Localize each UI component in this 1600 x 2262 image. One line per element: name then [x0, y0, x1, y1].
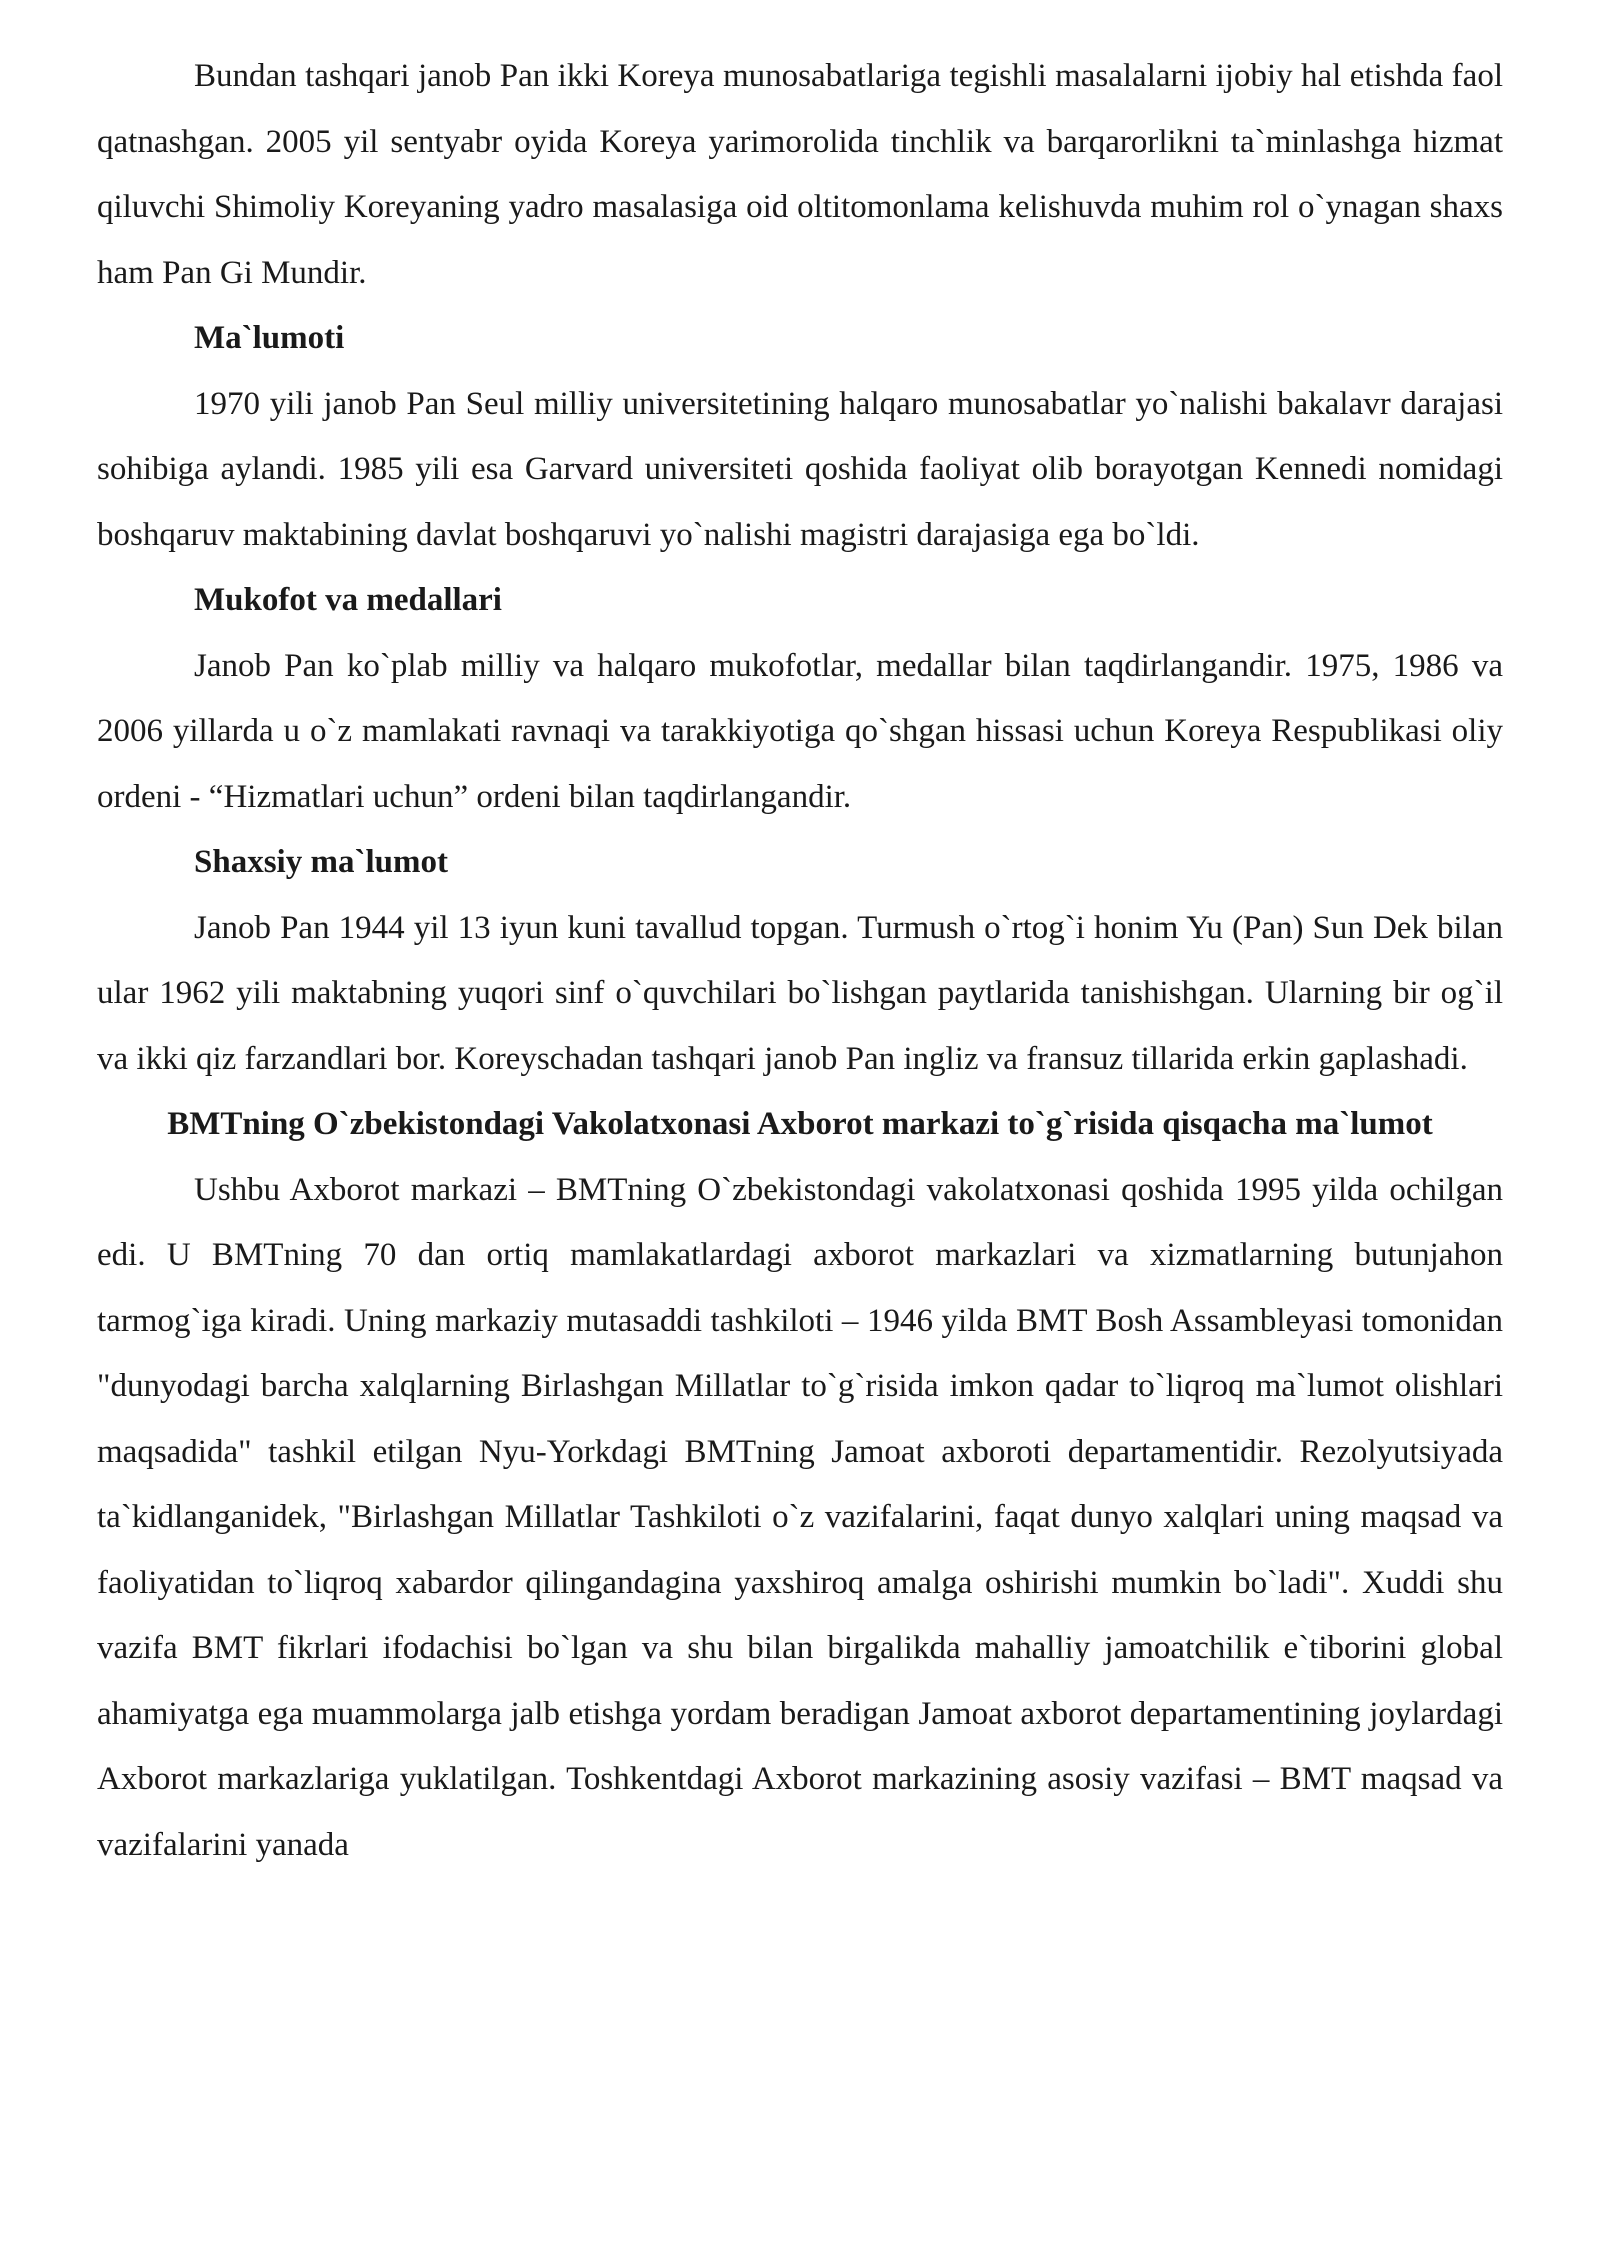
document-page [97, 44, 1503, 1878]
heading-awards: Mukofot va medallari [194, 582, 502, 618]
paragraph-info-center: Ushbu Axborot markazi – BMTning O`zbekistondagi vakolatxonasi qoshida 1995 yilda ochilgan edi. U BMTning 70 dan ortiq mamlakatlardagi axborot markazlari va xizmatlarning butunjahon tarmog`iga kiradi. Uning markaziy mutasaddi tashkiloti – 1946 yilda BMT Bosh Assambleyasi tomonidan "dunyodagi barcha xalqlarning Birlashgan Millatlar to`g`risida imkon qadar to`liqroq ma`lumot olishlari maqsadida" tashkil etilgan Nyu-Yorkdagi BMTning Jamoat axboroti departamentidir. Rezolyutsiyada ta`kidlanganidek, "Birlashgan Millatlar Tashkiloti o`z vazifalarini, faqat dunyo xalqlari uning maqsad va faoliyatidan to`liqroq xabardor qilingandagina yaxshiroq amalga oshirishi mumkin bo`ladi". Xuddi shu vazifa BMT fikrlari ifodachisi bo`lgan va shu bilan birgalikda mahalliy jamoatchilik e`tiborini global ahamiyatga ega muammolarga jalb etishga yordam beradigan Jamoat axborot departamentining joylardagi Axborot markazlariga yuklatilgan. Toshkentdagi Axborot markazining asosiy vazifasi – BMT maqsad va vazifalarini yanada [97, 1171, 1503, 1863]
paragraph-korea-relations: Bundan tashqari janob Pan ikki Koreya munosabatlariga tegishli masalalarni ijobiy hal etishda faol qatnashgan. 2005 yil sentyabr oyida Koreya yarimorolida tinchlik va barqarorlikni ta`minlashga hizmat qiluvchi Shimoliy Koreyaning yadro masalasiga oid oltitomonlama kelishuvda muhim rol o`ynagan shaxs ham Pan Gi Mundir. [97, 58, 1503, 291]
section-title-info-center: BMTning O`zbekistondagi Vakolatxonasi Axborot markazi to`g`risida qisqacha ma`lumot [167, 1106, 1433, 1142]
paragraph-education: 1970 yili janob Pan Seul milliy universitetining halqaro munosabatlar yo`nalishi bakalavr darajasi sohibiga aylandi. 1985 yili esa Garvard universiteti qoshida faoliyat olib borayotgan Kennedi nomidagi boshqaruv maktabining davlat boshqaruvi yo`nalishi magistri darajasiga ega bo`ldi. [97, 385, 1503, 553]
paragraph-awards: Janob Pan ko`plab milliy va halqaro mukofotlar, medallar bilan taqdirlangandir. 1975, 1986 va 2006 yillarda u o`z mamlakati ravnaqi va tarakkiyotiga qo`shgan hissasi uchun Koreya Respublikasi oliy ordeni - “Hizmatlari uchun” ordeni bilan taqdirlangandir. [97, 647, 1503, 815]
paragraph-personal-info: Janob Pan 1944 yil 13 iyun kuni tavallud topgan. Turmush o`rtog`i honim Yu (Pan) Sun Dek bilan ular 1962 yili maktabning yuqori sinf o`quvchilari bo`lishgan paytlarida tanishishgan. Ularning bir og`il va ikki qiz farzandlari bor. Koreyschadan tashqari janob Pan ingliz va fransuz tillarida erkin gaplashadi. [97, 909, 1503, 1077]
heading-personal-info: Shaxsiy ma`lumot [194, 844, 448, 880]
heading-education: Ma`lumoti [194, 320, 345, 356]
